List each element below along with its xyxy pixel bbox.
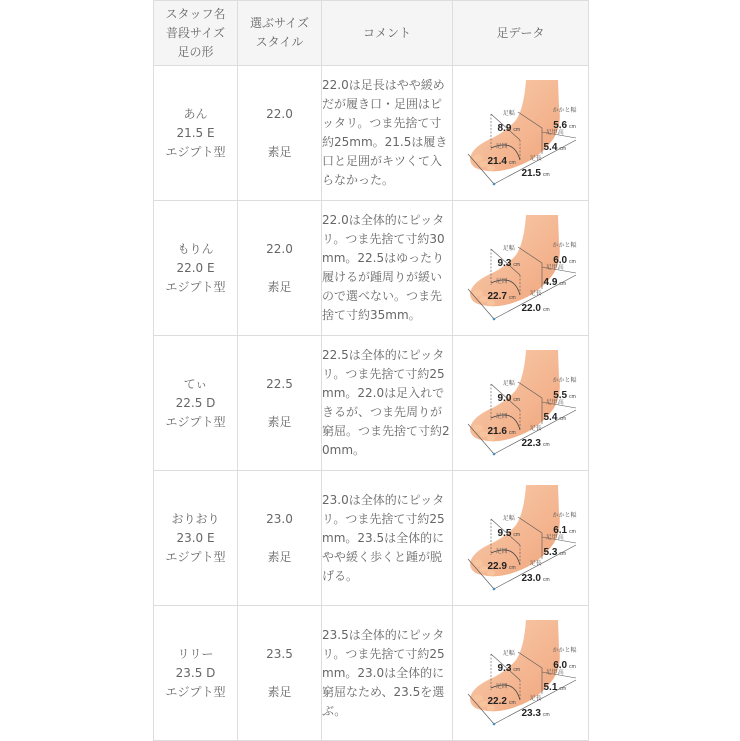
foot-shape: エジプト型 [165, 414, 226, 429]
girth-label: 足囲 22.9 cm [487, 549, 516, 572]
length-label: 足長 21.5 cm [521, 156, 550, 179]
size-style-cell [238, 66, 322, 201]
usual-size: 22.0 E [176, 260, 215, 275]
staff-cell [154, 471, 238, 606]
header-staff: スタッフ名 普段サイズ 足の形 [154, 1, 238, 66]
staff-name: おりおり [171, 511, 220, 526]
length-label: 足長 23.3 cm [521, 696, 550, 719]
size-style-cell [238, 336, 322, 471]
foot-width-label: 足幅 8.9 cm [497, 111, 521, 134]
foot-diagram [458, 483, 584, 593]
chosen-size: 23.0 [266, 511, 293, 526]
usual-size: 23.5 D [175, 665, 216, 680]
table-row [154, 336, 589, 471]
staff-fit-table [153, 0, 589, 741]
instep-label: 足甲高 4.9 cm [543, 265, 567, 288]
comment-cell: 22.5は全体的にピッタリ。つま先捨て寸約25mm。22.0は足入れできるが、つま先周りが窮屈。つま先捨て寸約20mm。 [322, 336, 453, 471]
comment-cell: 22.0は足長はやや緩めだが履き口・足囲はピッタリ。つま先捨て寸約25mm。21.5は履き口と足囲がキツくて入らなかった。 [322, 66, 453, 201]
table-row [154, 66, 589, 201]
comment-cell: 23.5は全体的にピッタリ。つま先捨て寸約25mm。23.0は全体的に窮屈なため、23.5を選ぶ。 [322, 606, 453, 741]
foot-data-cell [453, 201, 589, 336]
size-style-cell [238, 471, 322, 606]
instep-label: 足甲高 5.4 cm [543, 400, 567, 423]
style: 素足 [267, 144, 292, 159]
style: 素足 [267, 684, 292, 699]
foot-width-label: 足幅 9.0 cm [497, 381, 521, 404]
style: 素足 [267, 414, 292, 429]
header-comment: コメント [322, 1, 453, 66]
foot-width-label: 足幅 9.5 cm [497, 516, 521, 539]
chosen-size: 22.5 [266, 376, 293, 391]
staff-name: あん [183, 106, 208, 121]
table-header-row [154, 1, 589, 66]
style: 素足 [267, 549, 292, 564]
comment-cell: 23.0は全体的にピッタリ。つま先捨て寸約25mm。23.5は全体的にやや緩く歩くと踵が脱げる。 [322, 471, 453, 606]
heel-width-label: かかと幅 6.1 cm [552, 513, 577, 536]
staff-name: もりん [177, 241, 214, 256]
usual-size: 21.5 E [176, 125, 215, 140]
heel-width-label: かかと幅 5.5 cm [552, 378, 577, 401]
length-label: 足長 23.0 cm [521, 561, 550, 584]
foot-data-cell [453, 606, 589, 741]
foot-data-cell [453, 66, 589, 201]
staff-cell [154, 201, 238, 336]
staff-cell [154, 66, 238, 201]
foot-diagram [458, 213, 584, 323]
foot-width-label: 足幅 9.3 cm [497, 246, 521, 269]
instep-label: 足甲高 5.1 cm [543, 670, 567, 693]
table-row [154, 201, 589, 336]
chosen-size: 22.0 [266, 241, 293, 256]
chosen-size: 22.0 [266, 106, 293, 121]
girth-label: 足囲 22.2 cm [487, 684, 516, 707]
girth-label: 足囲 21.4 cm [487, 144, 516, 167]
table-row [154, 606, 589, 741]
foot-diagram [458, 78, 584, 188]
length-label: 足長 22.3 cm [521, 426, 550, 449]
foot-shape: エジプト型 [165, 549, 226, 564]
foot-data-cell [453, 471, 589, 606]
instep-label: 足甲高 5.4 cm [543, 130, 567, 153]
foot-data-cell [453, 336, 589, 471]
instep-label: 足甲高 5.3 cm [543, 535, 567, 558]
staff-cell [154, 336, 238, 471]
header-foot-data: 足データ [453, 1, 589, 66]
style: 素足 [267, 279, 292, 294]
heel-width-label: かかと幅 5.6 cm [552, 108, 577, 131]
foot-shape: エジプト型 [165, 279, 226, 294]
table-row [154, 471, 589, 606]
size-style-cell [238, 201, 322, 336]
chosen-size: 23.5 [266, 646, 293, 661]
usual-size: 23.0 E [176, 530, 215, 545]
size-style-cell [238, 606, 322, 741]
girth-label: 足囲 21.6 cm [487, 414, 516, 437]
usual-size: 22.5 D [175, 395, 216, 410]
foot-diagram [458, 618, 584, 728]
girth-label: 足囲 22.7 cm [487, 279, 516, 302]
foot-width-label: 足幅 9.3 cm [497, 651, 521, 674]
foot-diagram [458, 348, 584, 458]
header-size-style: 選ぶサイズ スタイル [238, 1, 322, 66]
staff-name: てぃ [183, 376, 208, 391]
heel-width-label: かかと幅 6.0 cm [552, 243, 577, 266]
foot-shape: エジプト型 [165, 144, 226, 159]
staff-name: リリー [177, 646, 214, 661]
foot-shape: エジプト型 [165, 684, 226, 699]
length-label: 足長 22.0 cm [521, 291, 550, 314]
comment-cell: 22.0は全体的にピッタリ。つま先捨て寸約30mm。22.5はゆったり履けるが踵周りが緩いので選べない。つま先捨て寸約35mm。 [322, 201, 453, 336]
staff-cell [154, 606, 238, 741]
heel-width-label: かかと幅 6.0 cm [552, 648, 577, 671]
